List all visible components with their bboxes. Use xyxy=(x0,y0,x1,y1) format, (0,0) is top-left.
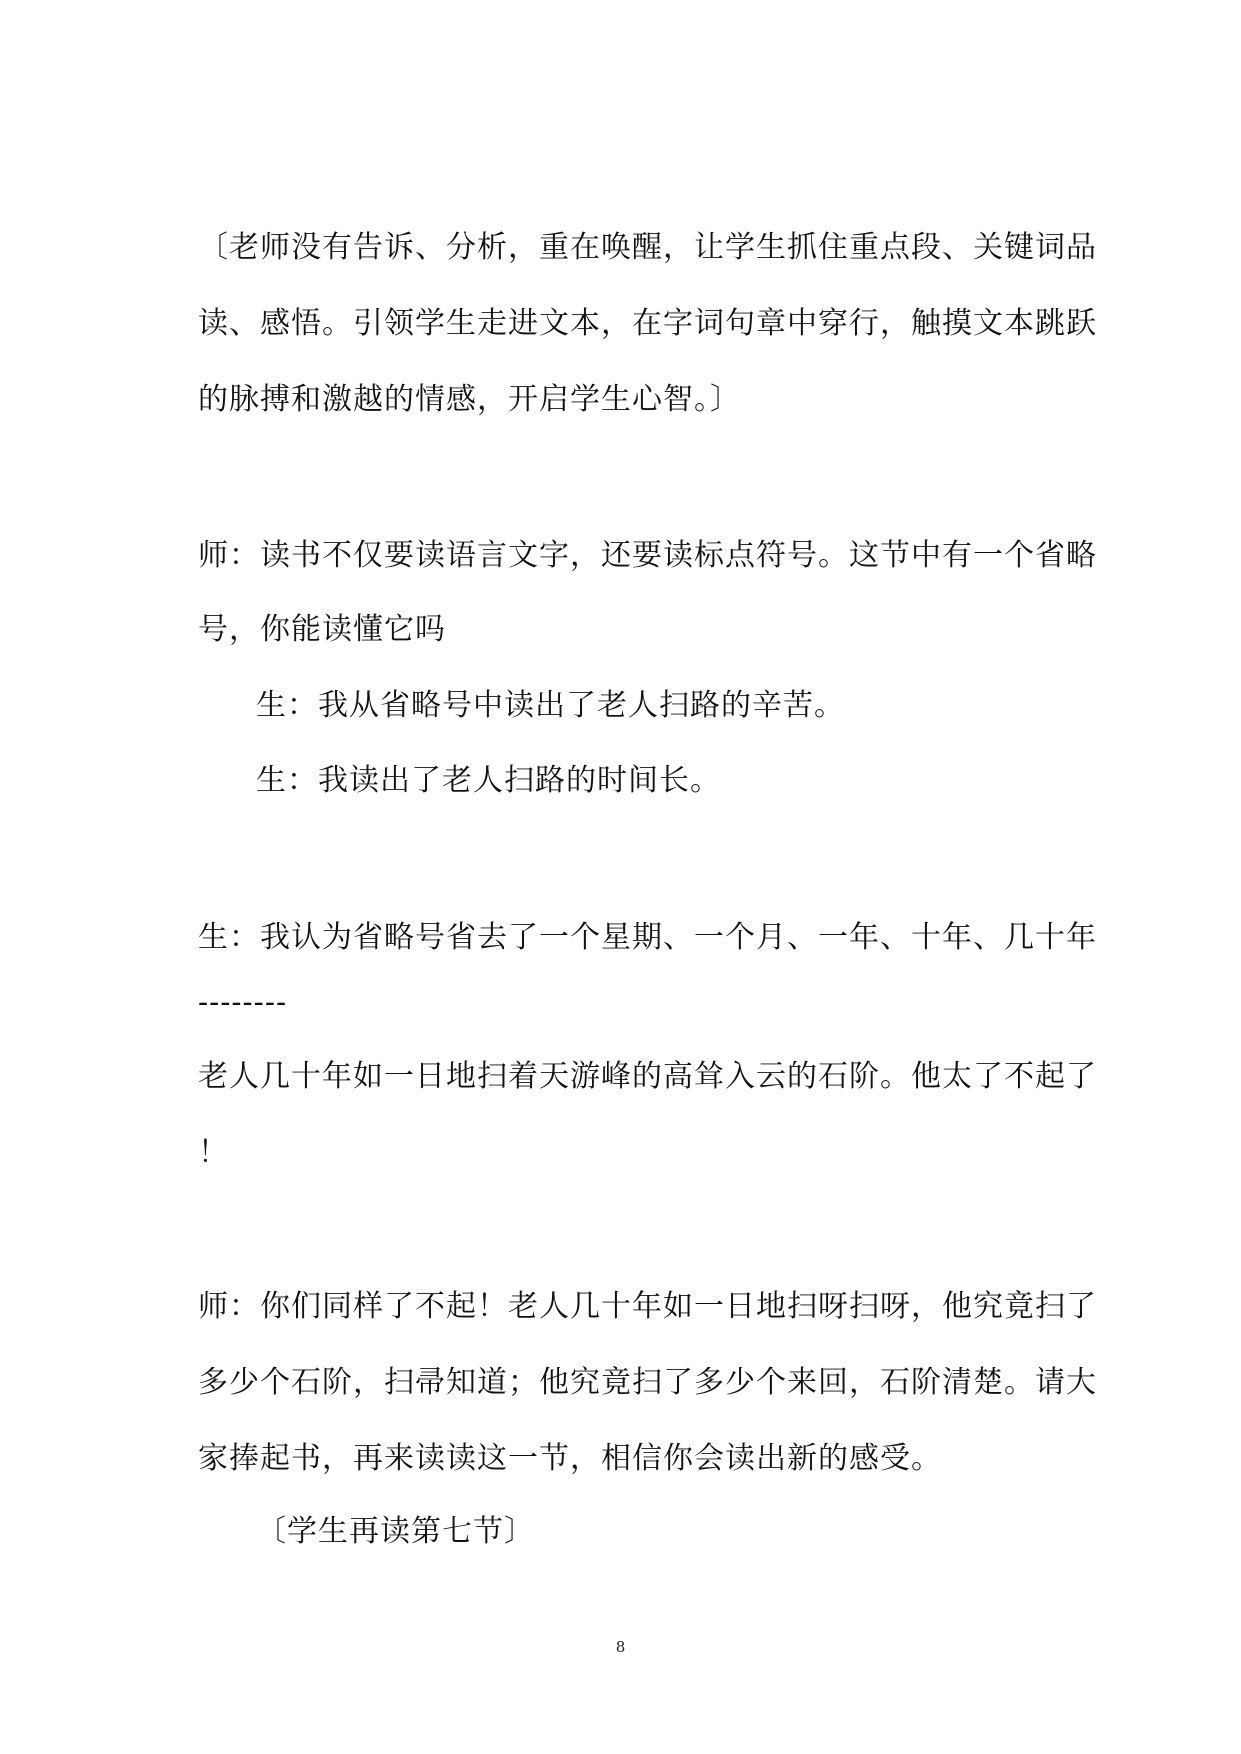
comment-2: 〔学生再读第七节〕 xyxy=(256,1514,535,1549)
page-number: 8 xyxy=(615,1638,626,1656)
teacher2-line-3: 家捧起书，再来读读这一节，相信你会读出新的感受。 xyxy=(198,1441,942,1476)
comment-line-1: 〔老师没有告诉、分析，重在唤醒，让学生抓住重点段、关键词品 xyxy=(198,230,1097,265)
student-answer-3-line-2: -------- xyxy=(198,985,288,1020)
teacher2-line-2: 多少个石阶，扫帚知道；他究竟扫了多少个来回，石阶清楚。请大 xyxy=(198,1365,1097,1400)
student-answer-3-line-1: 生：我认为省略号省去了一个星期、一个月、一年、十年、几十年 xyxy=(198,920,1097,955)
teacher-line-1: 师：读书不仅要读语言文字，还要读标点符号。这节中有一个省略 xyxy=(198,538,1097,573)
comment-line-3: 的脉搏和激越的情感，开启学生心智。〕 xyxy=(198,382,741,417)
teacher2-line-1: 师：你们同样了不起！老人几十年如一日地扫呀扫呀，他究竟扫了 xyxy=(198,1289,1097,1324)
comment-line-2: 读、感悟。引领学生走进文本，在字词句章中穿行，触摸文本跳跃 xyxy=(198,306,1097,341)
student-answer-3-line-4: ！ xyxy=(198,1135,229,1170)
teacher-line-2: 号，你能读懂它吗 xyxy=(198,612,446,647)
student-answer-1: 生：我从省略号中读出了老人扫路的辛苦。 xyxy=(256,688,845,723)
student-answer-3-line-3: 老人几十年如一日地扫着天游峰的高耸入云的石阶。他太了不起了 xyxy=(198,1059,1097,1094)
student-answer-2: 生：我读出了老人扫路的时间长。 xyxy=(256,763,721,798)
